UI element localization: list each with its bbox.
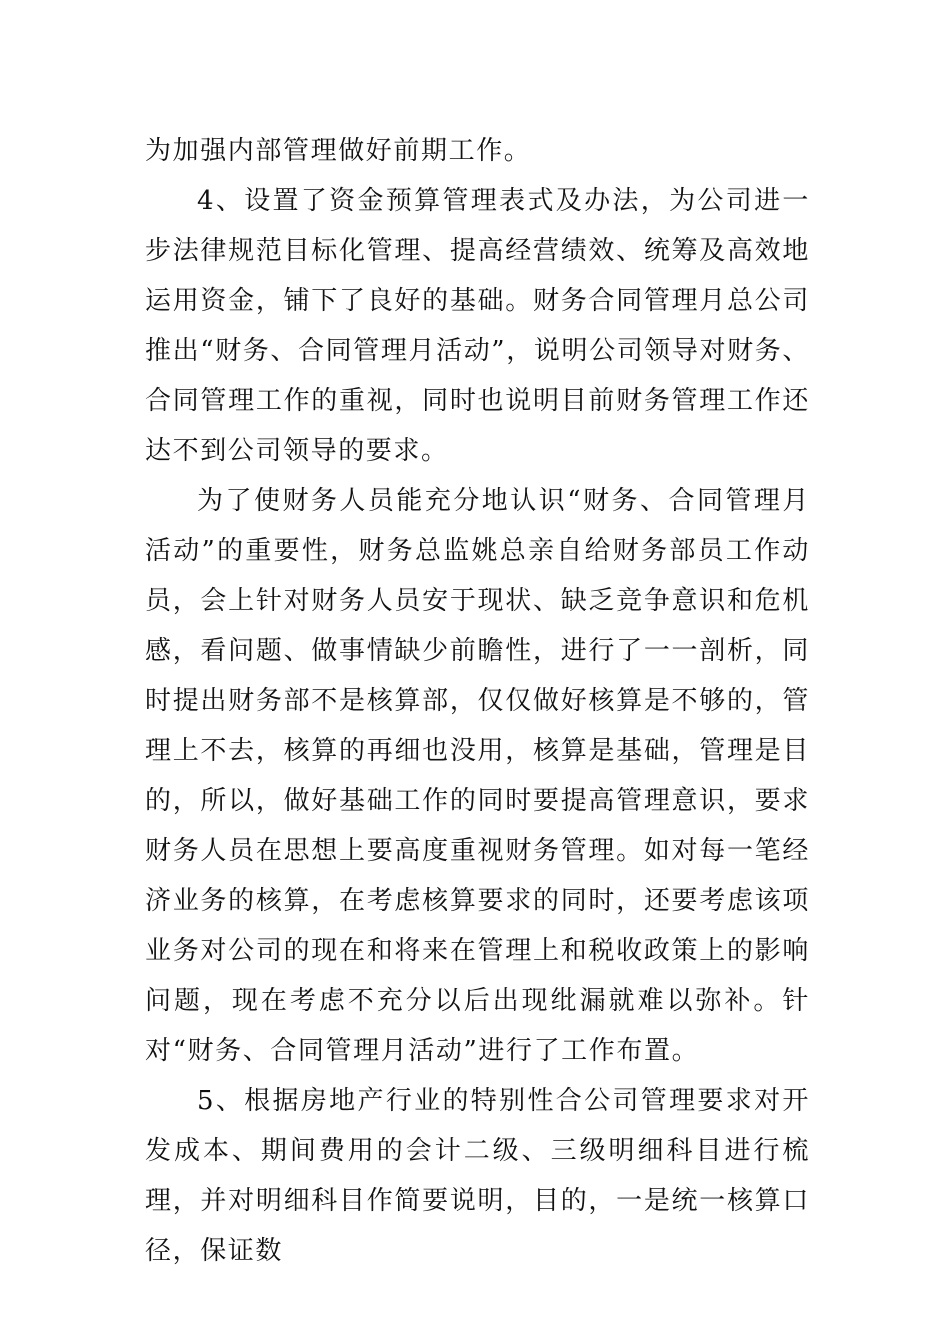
paragraph-3: 为了使财务人员能充分地认识“财务、合同管理月活动”的重要性，财务总监姚总亲自给财务部员工作动员，会上针对财务人员安于现状、缺乏竞争意识和危机感，看问题、做事情缺少前瞻性，进行了一一剖析，同时提出财务部不是核算部，仅仅做好核算是不够的，管理上不去，核算的再细也没用，核算是基础，管理是目的，所以，做好基础工作的同时要提高管理意识，要求财务人员在思想上要高度重视财务管理。如对每一笔经济业务的核算，在考虑核算要求的同时，还要考虑该项业务对公司的现在和将来在管理上和税收政策上的影响问题，现在考虑不充分以后出现纰漏就难以弥补。针对“财务、合同管理月活动”进行了工作布置。 bbox=[145, 486, 810, 1066]
document-body bbox=[145, 126, 810, 1276]
paragraph-2: 4、设置了资金预算管理表式及办法，为公司进一步法律规范目标化管理、提高经营绩效、统筹及高效地运用资金，铺下了良好的基础。财务合同管理月总公司推出“财务、合同管理月活动”，说明公司领导对财务、合同管理工作的重视，同时也说明目前财务管理工作还达不到公司领导的要求。 bbox=[145, 186, 810, 466]
paragraph-4: 5、根据房地产行业的特别性合公司管理要求对开发成本、期间费用的会计二级、三级明细科目进行梳理，并对明细科目作简要说明，目的，一是统一核算口径，保证数 bbox=[145, 1086, 810, 1266]
paragraph-1: 为加强内部管理做好前期工作。 bbox=[145, 136, 532, 166]
